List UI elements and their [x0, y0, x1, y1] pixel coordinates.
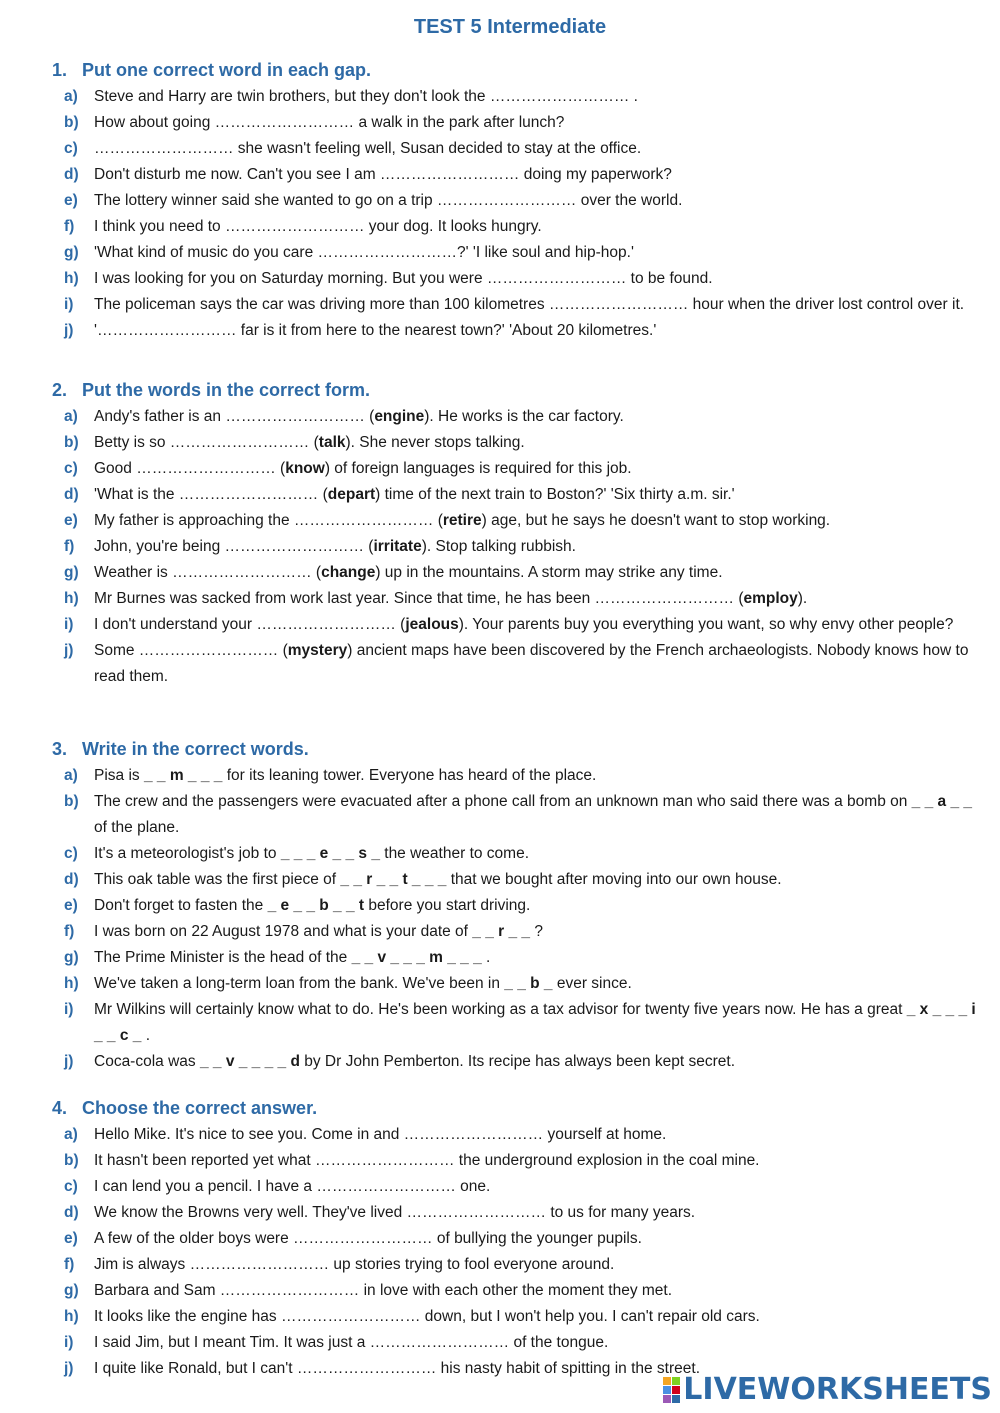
- text-part: The Prime Minister is the head of the: [94, 949, 352, 966]
- exercise-item: [52, 1174, 982, 1200]
- item-text: [94, 789, 982, 841]
- exercise-item: [52, 1304, 982, 1330]
- section-2: [52, 376, 982, 690]
- item-text: [94, 841, 982, 867]
- item-text: [94, 456, 982, 482]
- text-part: Good ……………………… (: [94, 460, 286, 477]
- item-letter: c): [64, 460, 78, 477]
- text-part: before you start driving.: [364, 897, 531, 914]
- text-part: It hasn't been reported yet what ……………………… the underground explosion in the coal mine.: [94, 1152, 760, 1169]
- item-letter: a): [64, 767, 78, 784]
- item-letter: a): [64, 88, 78, 105]
- text-part: ) time of the next train to Boston?' 'Six thirty a.m. sir.': [375, 486, 735, 503]
- text-part: by Dr John Pemberton. Its recipe has always been kept secret.: [299, 1053, 736, 1070]
- item-text: [94, 1304, 982, 1330]
- item-text: [94, 136, 982, 162]
- exercise-item: [52, 945, 982, 971]
- liveworksheets-logo: [663, 1372, 992, 1407]
- item-text: [94, 1226, 982, 1252]
- item-text: [94, 534, 982, 560]
- exercise-item: [52, 919, 982, 945]
- item-text: [94, 1049, 982, 1075]
- item-text: [94, 318, 982, 344]
- item-letter: c): [64, 1178, 78, 1195]
- item-letter: i): [64, 616, 74, 633]
- item-text: [94, 971, 982, 997]
- exercise-item: [52, 971, 982, 997]
- exercise-item: [52, 214, 982, 240]
- exercise-item: [52, 110, 982, 136]
- item-letter: f): [64, 1256, 75, 1273]
- keyword: _ _ m _ _ _: [143, 767, 223, 784]
- exercise-item: [52, 1330, 982, 1356]
- item-letter: b): [64, 1152, 79, 1169]
- text-part: ). Stop talking rubbish.: [421, 538, 576, 555]
- exercise-item: [52, 1122, 982, 1148]
- text-part: Steve and Harry are twin brothers, but they don't look the ……………………… .: [94, 88, 638, 105]
- text-part: Pisa is: [94, 767, 144, 784]
- logo-mark-icon: [663, 1377, 680, 1403]
- item-letter: e): [64, 192, 78, 209]
- item-letter: i): [64, 1001, 74, 1018]
- keyword: talk: [318, 434, 346, 451]
- exercise-item: [52, 1148, 982, 1174]
- item-letter: e): [64, 512, 78, 529]
- text-part: ).: [797, 590, 808, 607]
- keyword: jealous: [405, 616, 459, 633]
- keyword: employ: [743, 590, 798, 607]
- text-part: The lottery winner said she wanted to go on a trip ……………………… over the world.: [94, 192, 683, 209]
- item-letter: j): [64, 1360, 74, 1377]
- text-part: for its leaning tower. Everyone has heard of the place.: [222, 767, 597, 784]
- section-number: 3.: [52, 739, 68, 759]
- section-4: [52, 1094, 982, 1382]
- text-part: I said Jim, but I meant Tim. It was just a ……………………… of the tongue.: [94, 1334, 609, 1351]
- text-part: of the plane.: [94, 793, 977, 836]
- section-heading-text: Choose the correct answer.: [82, 1098, 318, 1118]
- text-part: We know the Browns very well. They've lived ……………………… to us for many years.: [94, 1204, 696, 1221]
- item-letter: c): [64, 845, 78, 862]
- item-text: [94, 214, 982, 240]
- item-letter: g): [64, 949, 79, 966]
- brand-name: LIVEWORKSHEETS: [683, 1372, 992, 1407]
- text-part: 'What kind of music do you care ………………………?' 'I like soul and hip-hop.': [94, 244, 634, 261]
- exercise-item: [52, 867, 982, 893]
- item-letter: h): [64, 975, 79, 992]
- keyword: _ _ _ e _ _ s _: [280, 845, 380, 862]
- item-letter: g): [64, 244, 79, 261]
- exercise-item: [52, 318, 982, 344]
- text-part: ) up in the mountains. A storm may strike any time.: [375, 564, 723, 581]
- keyword: irritate: [373, 538, 422, 555]
- text-part: that we bought after moving into our own house.: [446, 871, 782, 888]
- item-letter: h): [64, 1308, 79, 1325]
- item-text: [94, 508, 982, 534]
- item-text: [94, 893, 982, 919]
- text-part: ever since.: [552, 975, 632, 992]
- item-letter: j): [64, 1053, 74, 1070]
- item-letter: e): [64, 1230, 78, 1247]
- exercise-item: [52, 612, 982, 638]
- text-part: I was looking for you on Saturday morning. But you were ……………………… to be found.: [94, 270, 713, 287]
- keyword: change: [321, 564, 376, 581]
- item-text: [94, 763, 982, 789]
- keyword: _ _ v _ _ _ m _ _ _: [351, 949, 482, 966]
- item-text: [94, 612, 982, 638]
- exercise-item: [52, 1226, 982, 1252]
- item-text: [94, 292, 982, 318]
- exercise-item: [52, 534, 982, 560]
- keyword: retire: [442, 512, 482, 529]
- text-part: My father is approaching the ……………………… (: [94, 512, 443, 529]
- text-part: Jim is always ……………………… up stories trying to fool everyone around.: [94, 1256, 615, 1273]
- item-text: [94, 1148, 982, 1174]
- keyword: engine: [374, 408, 425, 425]
- exercise-item: [52, 893, 982, 919]
- text-part: ) ancient maps have been discovered by the French archaeologists. Nobody knows how to read them.: [94, 642, 973, 685]
- item-text: [94, 110, 982, 136]
- exercise-item: [52, 997, 982, 1049]
- text-part: I was born on 22 August 1978 and what is your date of: [94, 923, 473, 940]
- item-letter: b): [64, 793, 79, 810]
- exercise-item: [52, 763, 982, 789]
- item-letter: b): [64, 434, 79, 451]
- item-letter: j): [64, 322, 74, 339]
- text-part: It looks like the engine has ……………………… down, but I won't help you. I can't repair old cars.: [94, 1308, 760, 1325]
- keyword: know: [285, 460, 325, 477]
- text-part: ) of foreign languages is required for this job.: [324, 460, 632, 477]
- text-part: ). He works is the car factory.: [424, 408, 624, 425]
- exercise-item: [52, 292, 982, 318]
- exercise-item: [52, 1278, 982, 1304]
- item-text: [94, 188, 982, 214]
- item-text: [94, 997, 982, 1049]
- text-part: I quite like Ronald, but I can't ……………………… his nasty habit of spitting in the street.: [94, 1360, 700, 1377]
- item-letter: f): [64, 923, 75, 940]
- item-text: [94, 1122, 982, 1148]
- item-text: [94, 560, 982, 586]
- exercise-item: [52, 508, 982, 534]
- item-text: [94, 1330, 982, 1356]
- exercise-item: [52, 560, 982, 586]
- keyword: depart: [327, 486, 376, 503]
- item-text: [94, 1200, 982, 1226]
- item-letter: d): [64, 486, 79, 503]
- section-number: 1.: [52, 60, 68, 80]
- section-heading: [52, 1094, 982, 1122]
- item-letter: d): [64, 871, 79, 888]
- page-title: TEST 5 Intermediate: [413, 16, 607, 38]
- item-text: [94, 404, 982, 430]
- section-3: [52, 735, 982, 1075]
- text-part: It's a meteorologist's job to: [94, 845, 281, 862]
- item-letter: h): [64, 590, 79, 607]
- item-letter: i): [64, 296, 74, 313]
- text-part: Betty is so ……………………… (: [94, 434, 319, 451]
- exercise-item: [52, 586, 982, 612]
- item-letter: b): [64, 114, 79, 131]
- exercise-item: [52, 638, 982, 690]
- section-number: 2.: [52, 380, 68, 400]
- section-heading: [52, 56, 982, 84]
- text-part: The crew and the passengers were evacuated after a phone call from an unknown man who said there was a bomb on: [94, 793, 912, 810]
- exercise-item: [52, 266, 982, 292]
- text-part: the weather to come.: [379, 845, 530, 862]
- text-part: The policeman says the car was driving more than 100 kilometres ……………………… hour when the driver lost control over it.: [94, 296, 965, 313]
- item-text: [94, 1174, 982, 1200]
- keyword: _ _ v _ _ _ _ d: [199, 1053, 300, 1070]
- text-part: Don't disturb me now. Can't you see I am ……………………… doing my paperwork?: [94, 166, 672, 183]
- text-part: I don't understand your ……………………… (: [94, 616, 406, 633]
- text-part: Some ……………………… (: [94, 642, 288, 659]
- text-part: ?: [530, 923, 543, 940]
- keyword: _ _ r _ _ t _ _ _: [340, 871, 447, 888]
- text-part: We've taken a long-term loan from the bank. We've been in: [94, 975, 505, 992]
- item-letter: g): [64, 1282, 79, 1299]
- exercise-item: [52, 841, 982, 867]
- section-1: [52, 56, 982, 344]
- section-heading: [52, 735, 982, 763]
- exercise-item: [52, 404, 982, 430]
- item-text: [94, 638, 982, 690]
- item-letter: f): [64, 538, 75, 555]
- section-heading-text: Put the words in the correct form.: [82, 380, 371, 400]
- text-part: .: [481, 949, 491, 966]
- item-text: [94, 1278, 982, 1304]
- text-part: This oak table was the first piece of: [94, 871, 341, 888]
- item-text: [94, 586, 982, 612]
- item-text: [94, 919, 982, 945]
- item-text: [94, 482, 982, 508]
- exercise-item: [52, 136, 982, 162]
- text-part: Andy's father is an ……………………… (: [94, 408, 375, 425]
- text-part: 'What is the ……………………… (: [94, 486, 328, 503]
- text-part: ). Your parents buy you everything you want, so why envy other people?: [458, 616, 954, 633]
- text-part: I think you need to ……………………… your dog. It looks hungry.: [94, 218, 542, 235]
- text-part: A few of the older boys were ……………………… of bullying the younger pupils.: [94, 1230, 642, 1247]
- keyword: _ _ b _: [504, 975, 553, 992]
- text-part: I can lend you a pencil. I have a ……………………… one.: [94, 1178, 491, 1195]
- exercise-item: [52, 240, 982, 266]
- text-part: '……………………… far is it from here to the nearest town?' 'About 20 kilometres.': [94, 322, 657, 339]
- exercise-item: [52, 430, 982, 456]
- section-heading: [52, 376, 982, 404]
- item-letter: j): [64, 642, 74, 659]
- item-letter: d): [64, 1204, 79, 1221]
- text-part: Mr Burnes was sacked from work last year. Since that time, he has been ……………………… (: [94, 590, 744, 607]
- text-part: ). She never stops talking.: [345, 434, 525, 451]
- item-letter: a): [64, 408, 78, 425]
- item-text: [94, 162, 982, 188]
- text-part: How about going ……………………… a walk in the park after lunch?: [94, 114, 565, 131]
- exercise-item: [52, 456, 982, 482]
- exercise-item: [52, 84, 982, 110]
- text-part: Weather is ……………………… (: [94, 564, 322, 581]
- item-letter: c): [64, 140, 78, 157]
- keyword: _ _ a _ _: [911, 793, 972, 810]
- exercise-item: [52, 482, 982, 508]
- exercise-item: [52, 1049, 982, 1075]
- keyword: _ x _ _ _ i _ _ c _: [94, 1001, 981, 1044]
- item-letter: f): [64, 218, 75, 235]
- item-letter: d): [64, 166, 79, 183]
- section-number: 4.: [52, 1098, 68, 1118]
- text-part: John, you're being ……………………… (: [94, 538, 374, 555]
- text-part: Coca-cola was: [94, 1053, 200, 1070]
- item-letter: g): [64, 564, 79, 581]
- keyword: _ e _ _ b _ _ t: [267, 897, 365, 914]
- keyword: _ _ r _ _: [472, 923, 531, 940]
- item-letter: h): [64, 270, 79, 287]
- text-part: .: [141, 1027, 151, 1044]
- item-letter: i): [64, 1334, 74, 1351]
- item-letter: a): [64, 1126, 78, 1143]
- exercise-item: [52, 1200, 982, 1226]
- item-text: [94, 266, 982, 292]
- section-heading-text: Write in the correct words.: [82, 739, 309, 759]
- keyword: mystery: [287, 642, 348, 659]
- text-part: Mr Wilkins will certainly know what to do. He's been working as a tax advisor for twenty five years now. He has a great: [94, 1001, 907, 1018]
- item-text: [94, 430, 982, 456]
- item-text: [94, 1252, 982, 1278]
- exercise-item: [52, 789, 982, 841]
- exercise-item: [52, 162, 982, 188]
- text-part: Don't forget to fasten the: [94, 897, 268, 914]
- section-heading-text: Put one correct word in each gap.: [82, 60, 372, 80]
- exercise-item: [52, 188, 982, 214]
- text-part: ) age, but he says he doesn't want to stop working.: [481, 512, 831, 529]
- item-text: [94, 867, 982, 893]
- item-text: [94, 945, 982, 971]
- item-text: [94, 240, 982, 266]
- text-part: Barbara and Sam ……………………… in love with each other the moment they met.: [94, 1282, 673, 1299]
- text-part: ……………………… she wasn't feeling well, Susan decided to stay at the office.: [94, 140, 642, 157]
- item-letter: e): [64, 897, 78, 914]
- exercise-item: [52, 1252, 982, 1278]
- item-text: [94, 84, 982, 110]
- text-part: Hello Mike. It's nice to see you. Come in and ……………………… yourself at home.: [94, 1126, 667, 1143]
